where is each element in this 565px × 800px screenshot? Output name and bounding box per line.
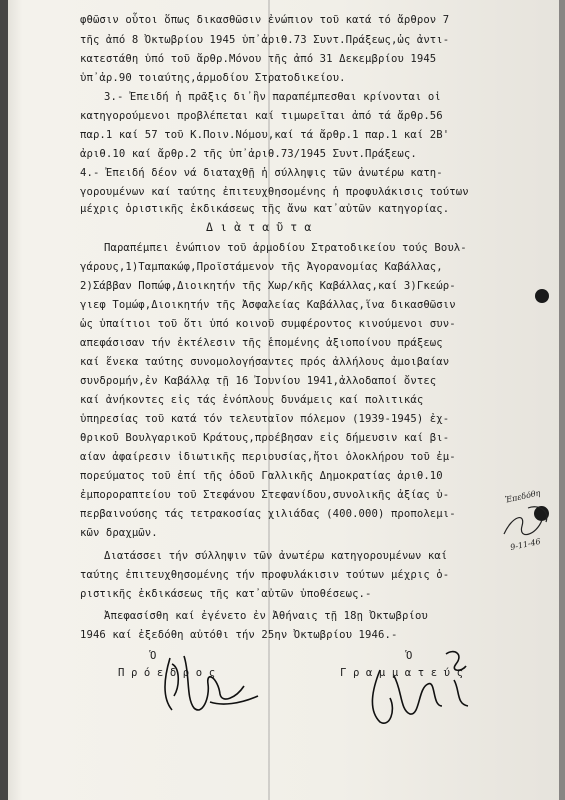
text-line: συνδρομήν,ἐν Καβάλλᾳ τῇ 16 Ἰουνίου 1941,ἀλλοδαποί ὄντες	[80, 375, 437, 387]
text-line: κατηγορούμενοι προβλέπεται καί τιμωρεῖται ἀπό τά ἄρθρ.56	[80, 110, 443, 122]
section-heading: Δ ι ὰ τ α ῦ τ α	[206, 220, 312, 234]
text-line: αίαν ἀφαίρεσιν ἰδιωτικῆς περιουσίας,ἤτοι ὁλοκλήρου τοῦ ἐμ-	[80, 451, 456, 463]
text-line: ἀριθ.10 καί ἄρθρ.2 τῆς ὑπ᾽ἀριθ.73/1945 Συντ.Πράξεως.	[80, 148, 417, 160]
text-line: κῶν δραχμῶν.	[80, 527, 158, 539]
text-line: περβαινούσης τάς τετρακοσίας χιλιάδας (400.000) προπολεμι-	[80, 508, 456, 520]
text-line: ὑπ᾽ἀρ.90 τοιαύτης,ἁρμοδίου Στρατοδικείου.	[80, 72, 346, 84]
text-line: ὡς ὑπαίτιοι τοῦ ὅτι ὑπό κοινοῦ συμφέροντος κινούμενοι συν-	[80, 318, 456, 330]
text-line: φθῶσιν οὗτοι ὅπως δικασθῶσιν ἐνώπιον τοῦ κατά τό ἄρθρον 7	[80, 14, 450, 26]
text-line: γορουμένων καί ταύτης ἐπιτευχθησομένης ἡ προφυλάκισις τούτων	[80, 186, 469, 198]
text-line: τῆς ἀπό 8 Ὀκτωβρίου 1945 ὑπ᾽ἀριθ.73 Συντ.Πράξεως,ὡς ἀντι-	[80, 34, 450, 46]
president-title: Π ρ ό ε δ ρ ο ς	[118, 667, 216, 679]
secretary-article: Ὁ	[406, 650, 413, 662]
punch-hole	[535, 289, 549, 303]
text-line: ριστικῆς ἐκδικάσεως τῆς κατ᾽αὐτῶν ὑποθέσεως.-	[80, 588, 372, 600]
text-line: Παραπέμπει ἐνώπιον τοῦ ἁρμοδίου Στρατοδικείου τούς Βουλ-	[104, 242, 467, 254]
text-line: πορεύματος τοῦ ἐπί τῆς ὁδοῦ Γαλλικῆς Δημοκρατίας ἀριθ.10	[80, 470, 443, 482]
text-line: 4.- Ἐπειδή δέον νά διαταχθῇ ἡ σύλληψις τῶν ἀνωτέρω κατη-	[80, 167, 443, 179]
text-line: γάρους,1)Ταμπακώφ,Προϊστάμενον τῆς Ἀγορανομίας Καβάλλας,	[80, 261, 443, 273]
secretary-signature	[350, 640, 490, 730]
text-line: παρ.1 καί 57 τοῦ Κ.Ποιν.Νόμου,καί τά ἄρθρ.1 παρ.1 καί 2Β'	[80, 129, 450, 141]
text-line: 1946 καί ἐξεδόθη αὐτόθι τήν 25ην Ὀκτωβρίου 1946.-	[80, 629, 398, 641]
text-line: καί ἀνήκοντες εἰς τάς ἐνόπλους δυνάμεις καί πολιτικάς	[80, 394, 424, 406]
text-line: ταύτης ἐπιτευχθησομένης τήν προφυλάκισιν τούτων μέχρις ὁ-	[80, 569, 450, 581]
text-line: θρικοῦ Βουλγαρικοῦ Κράτους,προέβησαν εἰς δήμευσιν καί βι-	[80, 432, 450, 444]
president-article: Ὁ	[150, 650, 157, 662]
text-line: ἐμποροραπτείου τοῦ Στεφάνου Στεφανίδου,συνολικῆς ἀξίας ὑ-	[80, 489, 450, 501]
text-line: καί ἕνεκα ταύτης συνομολογήσαντες πρός ἀλλήλους ἀμοιβαίαν	[80, 356, 450, 368]
margin-stamp-date: 9-11-46	[509, 536, 542, 553]
text-line: μέχρις ὁριστικῆς ἐκδικάσεως τῆς ἄνω κατ᾽αὐτῶν κατηγορίας.	[80, 203, 450, 215]
text-line: κατεστάθη ὑπό τοῦ ἄρθρ.Μόνου τῆς ἀπό 31 Δεκεμβρίου 1945	[80, 53, 437, 65]
text-line: Ἀπεφασίσθη καί ἐγένετο ἐν Ἀθήναις τῇ 18ῃ Ὀκτωβρίου	[104, 610, 428, 622]
text-line: 3.- Ἐπειδή ἡ πρᾶξις δι᾽ἣν παραπέμπεσθαι κρίνονται οἱ	[104, 91, 441, 103]
margin-stamp-signature	[498, 496, 560, 552]
margin-stamp-text: Ἐπεδόθη	[504, 488, 542, 505]
text-line: Διατάσσει τήν σύλληψιν τῶν ἀνωτέρω κατηγορουμένων καί	[104, 550, 448, 562]
text-line: γιεφ Τομώφ,Διοικητήν τῆς Ἀσφαλείας Καβάλλας,ἵνα δικασθῶσιν	[80, 299, 456, 311]
text-line: 2)Σάββαν Ποπώφ,Διοικητήν τῆς Χωρ/κῆς Καβάλλας,καί 3)Γκεώρ-	[80, 280, 456, 292]
text-line: απεφάσισαν τήν ἐκτέλεσιν τῆς ἑπομένης ἀξιοποίνου πράξεως	[80, 337, 443, 349]
president-signature	[150, 638, 270, 718]
secretary-title: Γ ρ α μ μ α τ ε ύ ς	[340, 667, 464, 679]
text-line: ὑπηρεσίας τοῦ κατά τόν τελευταῖον πόλεμον (1939-1945) ἐχ-	[80, 413, 450, 425]
